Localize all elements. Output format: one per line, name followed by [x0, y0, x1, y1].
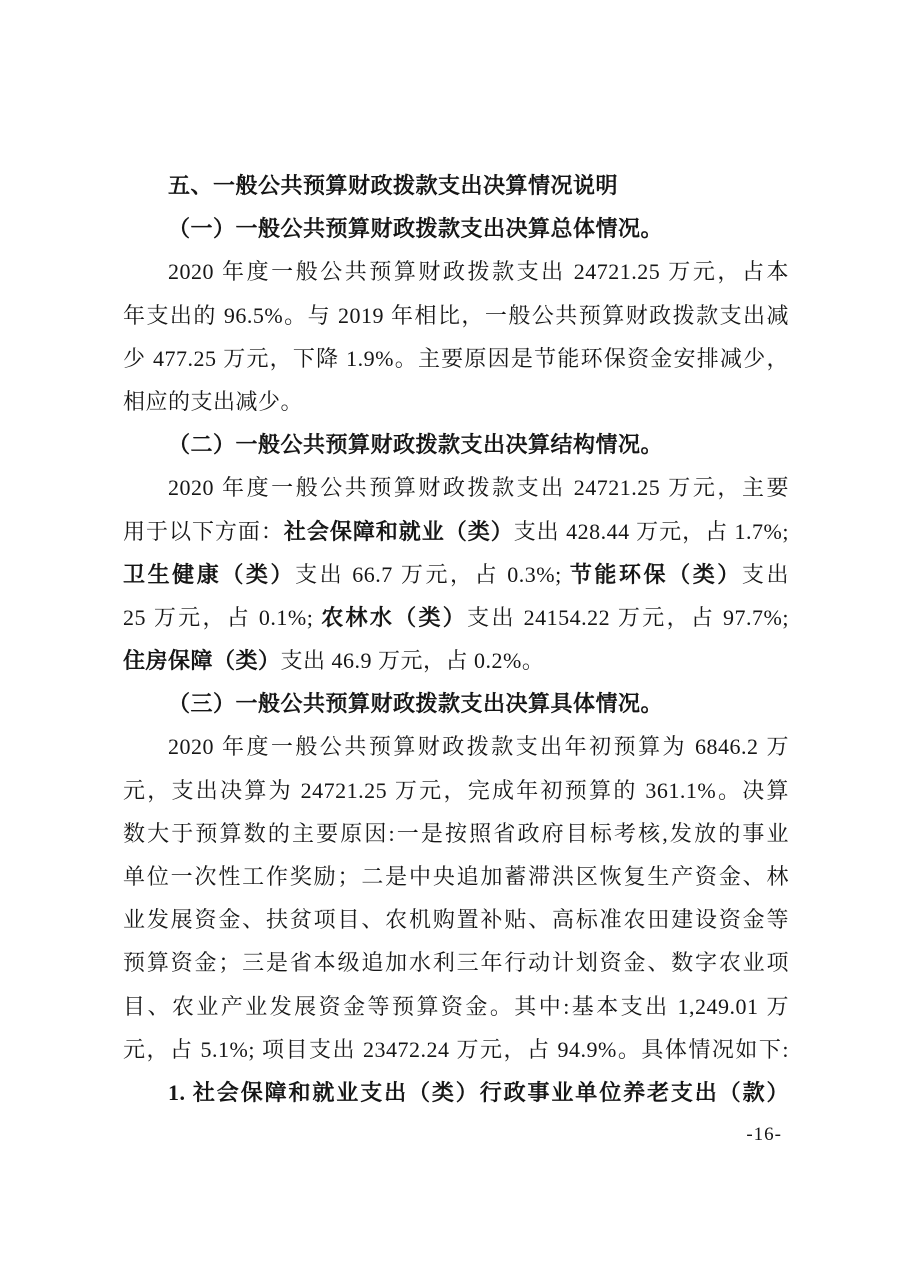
- text-line: [123, 985, 789, 1028]
- emphasis-text: 农林水（类）: [321, 604, 468, 630]
- body-text: 单位一次性工作奖励；二是中央追加蓄滞洪区恢复生产资金、林: [123, 864, 789, 889]
- body-text: 相应的支出减少。: [123, 388, 304, 414]
- text-line: [123, 250, 789, 293]
- text-line: [123, 855, 789, 898]
- emphasis-text: 住房保障（类）: [123, 648, 281, 674]
- heading-line: [123, 682, 789, 725]
- body-text: 目、农业产业发展资金等预算资金。其中:基本支出 1,249.01 万: [123, 993, 789, 1019]
- text-line: [123, 380, 789, 423]
- emphasis-text: 社会保障和就业（类）: [283, 518, 514, 544]
- body-text: 年支出的 96.5%。与 2019 年相比，一般公共预算财政拨款支出减: [123, 302, 789, 328]
- body-text: 支出: [741, 561, 789, 587]
- document-body: [123, 164, 789, 1114]
- body-text: 2020 年度一般公共预算财政拨款支出 24721.25 万元，主要: [168, 475, 789, 501]
- emphasis-text: （三）一般公共预算财政拨款支出决算具体情况。: [168, 691, 664, 717]
- body-text: 预算资金；三是省本级追加水利三年行动计划资金、数字农业项: [123, 950, 789, 976]
- body-text: 支出 428.44 万元，占 1.7%;: [513, 518, 789, 544]
- text-line: [123, 337, 789, 380]
- body-text: 元，支出决算为 24721.25 万元，完成年初预算的 361.1%。决算: [123, 777, 789, 803]
- body-text: 元，占 5.1%; 项目支出 23472.24 万元，占 94.9%。具体情况如下:: [123, 1036, 789, 1062]
- text-line: [123, 898, 789, 941]
- text-line: [123, 510, 789, 553]
- text-line: [123, 596, 789, 639]
- emphasis-text: 1. 社会保障和就业支出（类）行政事业单位养老支出（款）: [168, 1079, 789, 1105]
- text-line: [123, 812, 789, 855]
- text-line: [123, 725, 789, 768]
- body-text: 支出 46.9 万元，占 0.2%。: [280, 648, 545, 674]
- text-line: [123, 941, 789, 984]
- emphasis-text: （一）一般公共预算财政拨款支出决算总体情况。: [168, 216, 664, 242]
- body-text: 25 万元，占 0.1%;: [123, 604, 322, 630]
- body-text: 2020 年度一般公共预算财政拨款支出 24721.25 万元，占本: [168, 259, 789, 285]
- body-text: 数大于预算数的主要原因:一是按照省政府目标考核,发放的事业: [123, 820, 789, 846]
- heading-line: [123, 207, 789, 250]
- text-line: [123, 553, 789, 596]
- text-line: [123, 1028, 789, 1071]
- heading-line: [123, 164, 789, 207]
- body-text: 支出 24154.22 万元，占 97.7%;: [467, 604, 789, 630]
- heading-line: [123, 423, 789, 466]
- body-text: 支出 66.7 万元，占 0.3%;: [295, 561, 570, 587]
- page-number: -16-: [746, 1124, 782, 1145]
- body-text: 业发展资金、扶贫项目、农机购置补贴、高标准农田建设资金等: [123, 907, 789, 933]
- body-text: 2020 年度一般公共预算财政拨款支出年初预算为 6846.2 万: [168, 734, 789, 760]
- emphasis-text: （二）一般公共预算财政拨款支出决算结构情况。: [168, 432, 664, 458]
- heading-line: [123, 1071, 789, 1114]
- body-text: 用于以下方面：: [123, 518, 284, 544]
- text-line: [123, 639, 789, 682]
- text-line: [123, 294, 789, 337]
- emphasis-text: 节能环保（类）: [569, 561, 742, 587]
- text-line: [123, 769, 789, 812]
- emphasis-text: 五、一般公共预算财政拨款支出决算情况说明: [168, 173, 619, 198]
- body-text: 少 477.25 万元，下降 1.9%。主要原因是节能环保资金安排减少，: [123, 345, 789, 371]
- emphasis-text: 卫生健康（类）: [123, 561, 296, 587]
- text-line: [123, 466, 789, 509]
